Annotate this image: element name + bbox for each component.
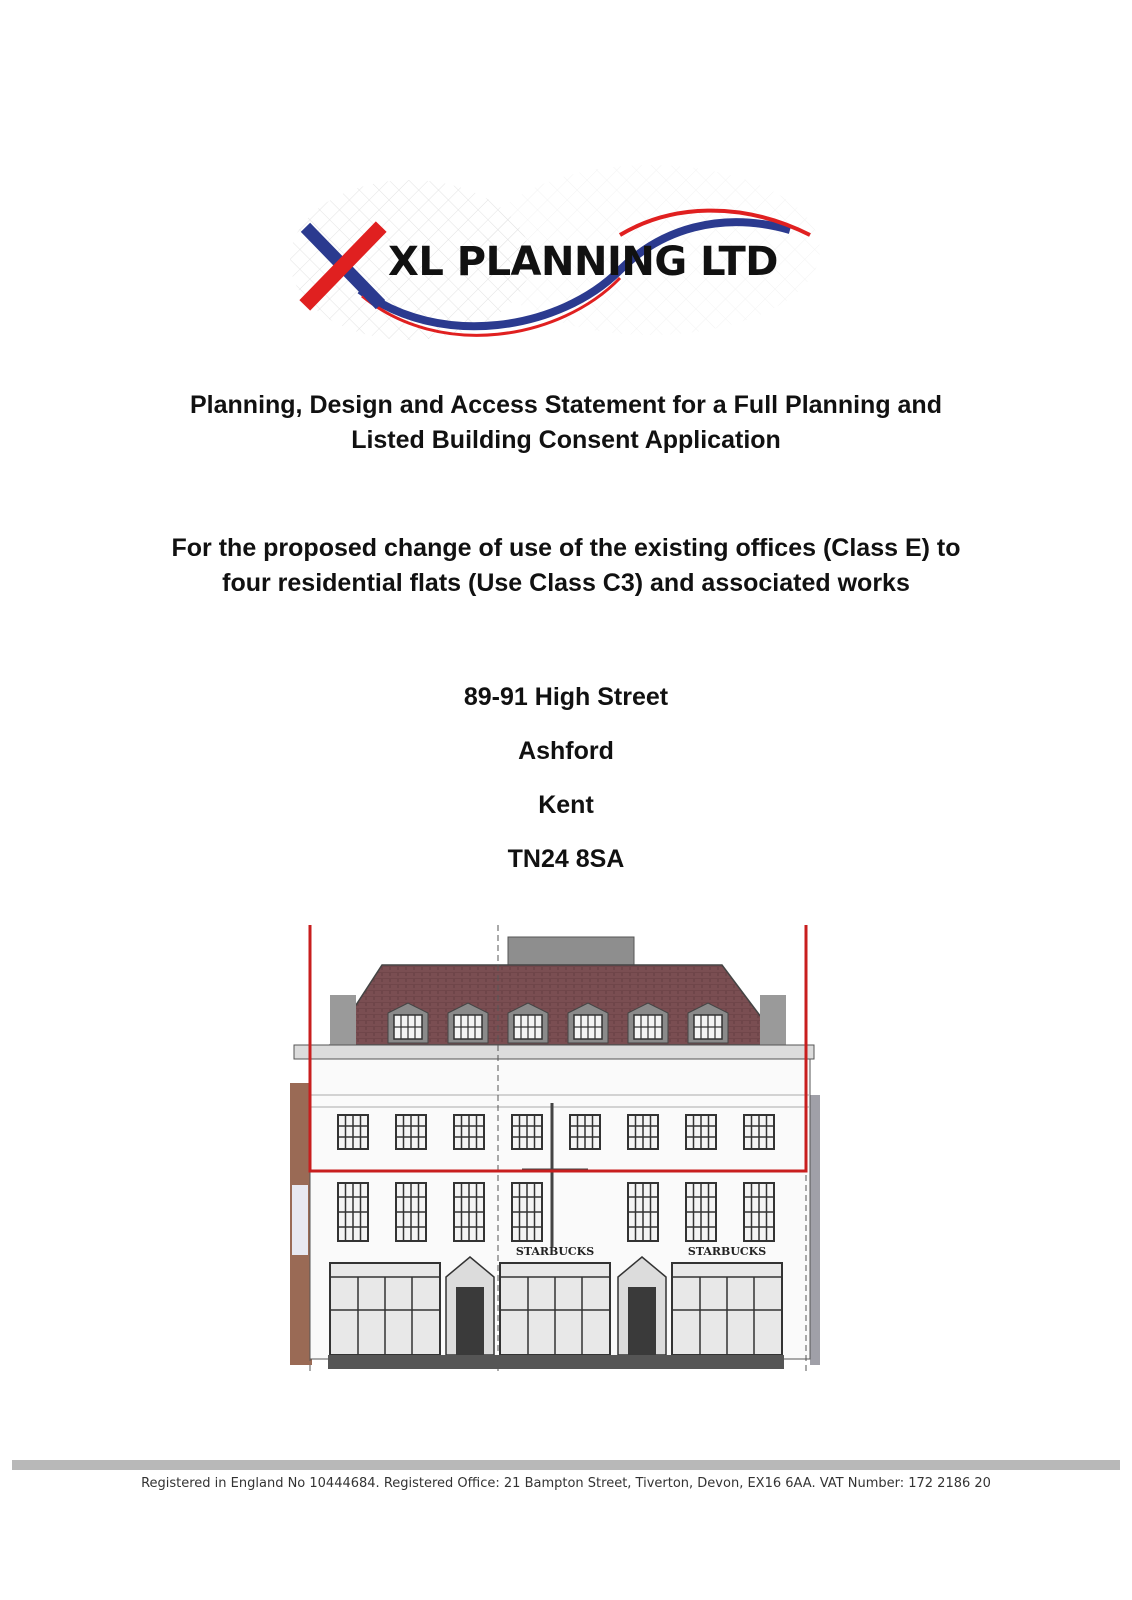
- elevation-svg: [290, 925, 850, 1400]
- logo-text: XL PLANNING LTD: [388, 239, 778, 285]
- proposal-description: [0, 531, 1132, 601]
- title-line-1: Planning, Design and Access Statement for a Full Planning and: [190, 391, 942, 419]
- address-street: 89-91 High Street: [463, 683, 669, 711]
- footer-registration: Registered in England No 10444684. Registered Office: 21 Bampton Street, Tiverton, Devon, EX16 6AA. VAT Number: 172 2186 20: [141, 1476, 991, 1491]
- sign-label-right: STARBUCKS: [687, 1245, 767, 1258]
- subtitle-line-1: For the proposed change of use of the existing offices (Class E) to: [171, 534, 961, 562]
- address-county: Kent: [538, 791, 594, 819]
- title-line-2: Listed Building Consent Application: [351, 426, 781, 454]
- document-title: [0, 388, 1132, 458]
- address-postcode: TN24 8SA: [507, 845, 625, 873]
- address-town: Ashford: [518, 737, 614, 765]
- building-elevation-drawing: [290, 925, 850, 1400]
- sign-label-left: STARBUCKS: [515, 1245, 595, 1258]
- company-logo: [290, 160, 850, 370]
- footer-divider: [12, 1460, 1120, 1470]
- subtitle-line-2: four residential flats (Use Class C3) and associated works: [222, 569, 910, 597]
